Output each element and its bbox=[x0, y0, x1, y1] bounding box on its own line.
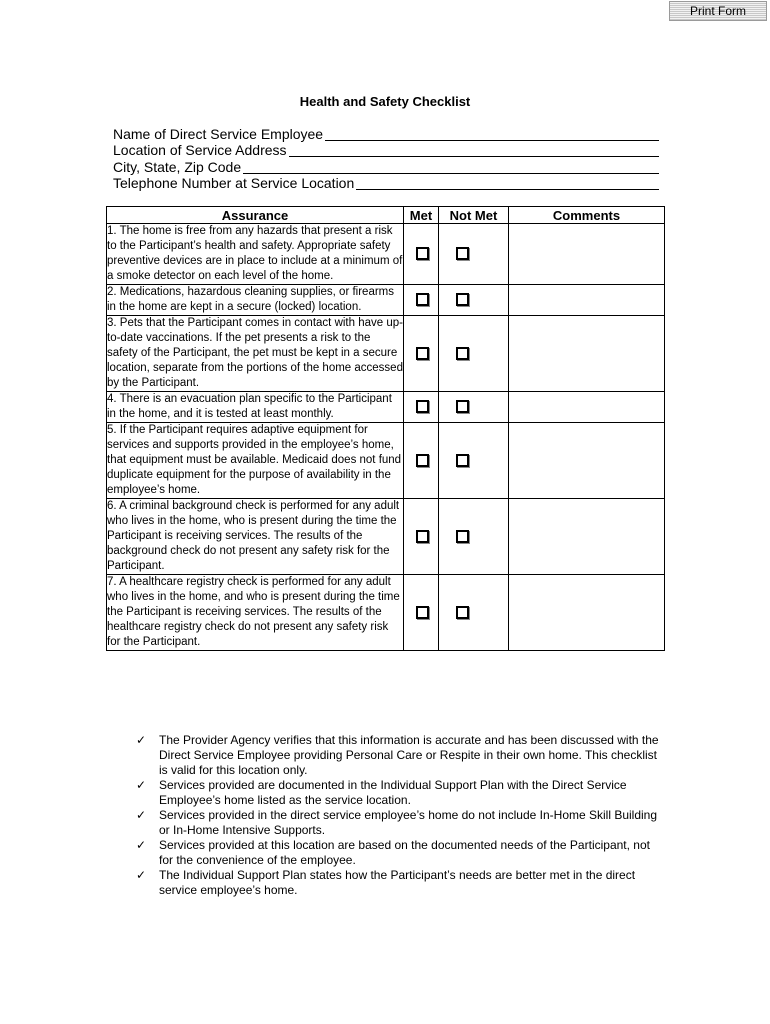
met-cell bbox=[404, 316, 439, 392]
comments-cell[interactable] bbox=[509, 392, 665, 423]
not-met-checkbox[interactable] bbox=[456, 293, 469, 306]
not-met-checkbox[interactable] bbox=[456, 247, 469, 260]
list-item bbox=[136, 733, 659, 778]
list-item bbox=[136, 838, 659, 868]
table-header-row bbox=[107, 207, 665, 224]
met-cell bbox=[404, 392, 439, 423]
print-form-button[interactable]: Print Form bbox=[669, 1, 767, 21]
met-checkbox[interactable] bbox=[416, 530, 429, 543]
checklist-table bbox=[106, 206, 665, 651]
not-met-cell bbox=[439, 499, 509, 575]
checkmark-icon: ✓ bbox=[136, 838, 147, 852]
checkmark-icon: ✓ bbox=[136, 808, 147, 822]
note-text: The Provider Agency verifies that this information is accurate and has been discussed with the Direct Service Employee providing Personal Care or Respite in their own home. This checklist is valid for this location only. bbox=[159, 733, 659, 777]
comments-cell[interactable] bbox=[509, 499, 665, 575]
not-met-header: Not Met bbox=[439, 207, 509, 224]
comments-cell[interactable] bbox=[509, 285, 665, 316]
city-state-zip-label: City, State, Zip Code bbox=[113, 158, 242, 175]
not-met-checkbox[interactable] bbox=[456, 454, 469, 467]
assurance-text: 5. If the Participant requires adaptive equipment for services and supports provided in the employee’s home, that equipment must be available. Medicaid does not fund duplicate equipment for the purpose of availability in the employee’s home. bbox=[107, 423, 404, 499]
met-cell bbox=[404, 499, 439, 575]
checkmark-icon: ✓ bbox=[136, 733, 147, 747]
table-row bbox=[107, 392, 665, 423]
note-text: Services provided at this location are based on the documented needs of the Participant, not for the convenience of the employee. bbox=[159, 838, 650, 867]
list-item bbox=[136, 868, 659, 898]
list-item bbox=[136, 778, 659, 808]
met-checkbox[interactable] bbox=[416, 293, 429, 306]
checkmark-icon: ✓ bbox=[136, 778, 147, 792]
not-met-cell bbox=[439, 423, 509, 499]
assurance-text: 3. Pets that the Participant comes in contact with have up-to-date vaccinations. If the pet presents a risk to the safety of the Participant, the pet must be kept in a secure location, separate from the portions of the home accessed by the Participant. bbox=[107, 316, 404, 392]
not-met-checkbox[interactable] bbox=[456, 347, 469, 360]
table-row bbox=[107, 316, 665, 392]
employee-name-field[interactable] bbox=[113, 125, 659, 142]
not-met-cell bbox=[439, 224, 509, 285]
verification-notes-list bbox=[136, 733, 659, 898]
employee-info-fields bbox=[113, 125, 659, 191]
met-cell bbox=[404, 224, 439, 285]
table-row bbox=[107, 575, 665, 651]
comments-cell[interactable] bbox=[509, 316, 665, 392]
assurance-text: 7. A healthcare registry check is performed for any adult who lives in the home, and who is present during the time the Participant is receiving services. The results of the healthcare registry check do not present any safety risk for the Participant. bbox=[107, 575, 404, 651]
table-row bbox=[107, 224, 665, 285]
service-address-field[interactable] bbox=[113, 142, 659, 159]
table-row bbox=[107, 285, 665, 316]
telephone-label: Telephone Number at Service Location bbox=[113, 175, 355, 191]
employee-name-label: Name of Direct Service Employee bbox=[113, 125, 324, 142]
service-address-input-line[interactable] bbox=[289, 143, 659, 157]
met-checkbox[interactable] bbox=[416, 247, 429, 260]
met-checkbox[interactable] bbox=[416, 347, 429, 360]
not-met-cell bbox=[439, 392, 509, 423]
met-checkbox[interactable] bbox=[416, 454, 429, 467]
met-checkbox[interactable] bbox=[416, 606, 429, 619]
list-item bbox=[136, 808, 659, 838]
met-header: Met bbox=[404, 207, 439, 224]
not-met-checkbox[interactable] bbox=[456, 400, 469, 413]
not-met-cell bbox=[439, 316, 509, 392]
assurance-text: 2. Medications, hazardous cleaning supplies, or firearms in the home are kept in a secure (locked) location. bbox=[107, 285, 404, 316]
table-row bbox=[107, 499, 665, 575]
checkmark-icon: ✓ bbox=[136, 868, 147, 882]
assurance-text: 4. There is an evacuation plan specific to the Participant in the home, and it is tested at least monthly. bbox=[107, 392, 404, 423]
page-title: Health and Safety Checklist bbox=[299, 94, 471, 109]
note-text: Services provided are documented in the Individual Support Plan with the Direct Service Employee’s home listed as the service location. bbox=[159, 778, 627, 807]
employee-name-input-line[interactable] bbox=[325, 127, 659, 141]
table-row bbox=[107, 423, 665, 499]
telephone-input-line[interactable] bbox=[356, 176, 659, 190]
assurance-header: Assurance bbox=[107, 207, 404, 224]
city-state-zip-input-line[interactable] bbox=[243, 160, 659, 174]
not-met-checkbox[interactable] bbox=[456, 606, 469, 619]
met-cell bbox=[404, 575, 439, 651]
not-met-checkbox[interactable] bbox=[456, 530, 469, 543]
comments-header: Comments bbox=[509, 207, 665, 224]
note-text: Services provided in the direct service employee’s home do not include In-Home Skill Building or In-Home Intensive Supports. bbox=[159, 808, 658, 837]
comments-cell[interactable] bbox=[509, 423, 665, 499]
met-cell bbox=[404, 285, 439, 316]
assurance-text: 1. The home is free from any hazards that present a risk to the Participant’s health and safety. Appropriate safety preventive devices are in place to include at a minimum of a smoke detector on each level of the home. bbox=[107, 224, 404, 285]
comments-cell[interactable] bbox=[509, 575, 665, 651]
assurance-text: 6. A criminal background check is performed for any adult who lives in the home, who is present during the time the Participant is receiving services. The results of the background check do not present any safety risk for the Participant. bbox=[107, 499, 404, 575]
city-state-zip-field[interactable] bbox=[113, 158, 659, 175]
service-address-label: Location of Service Address bbox=[113, 142, 287, 158]
telephone-field[interactable] bbox=[113, 175, 659, 192]
not-met-cell bbox=[439, 575, 509, 651]
not-met-cell bbox=[439, 285, 509, 316]
comments-cell[interactable] bbox=[509, 224, 665, 285]
met-checkbox[interactable] bbox=[416, 400, 429, 413]
note-text: The Individual Support Plan states how the Participant’s needs are better met in the direct service employee’s home. bbox=[159, 868, 636, 897]
met-cell bbox=[404, 423, 439, 499]
